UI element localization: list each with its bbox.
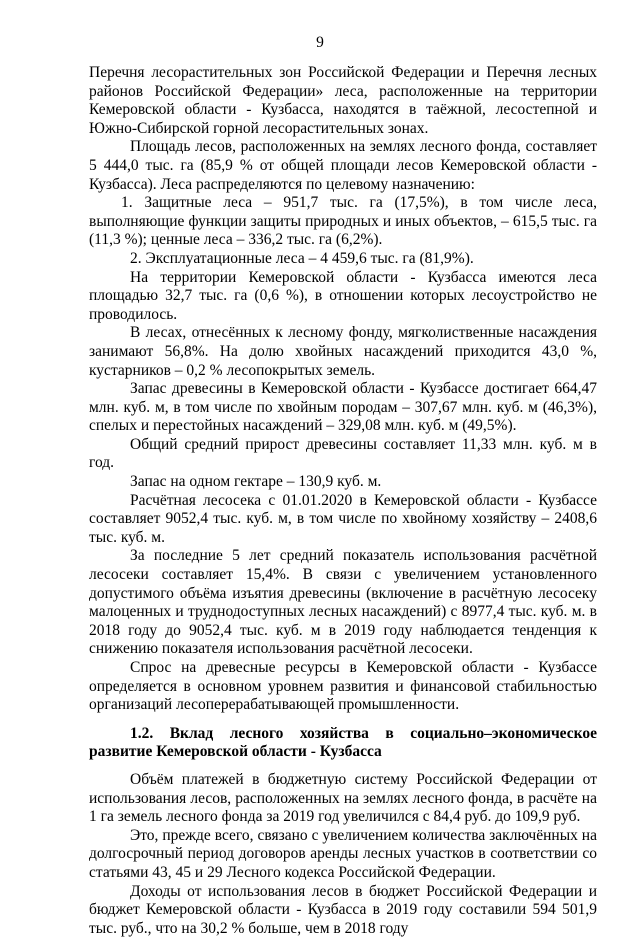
paragraph: Запас на одном гектаре – 130,9 куб. м. bbox=[130, 473, 382, 491]
paragraph: Это, прежде всего, связано с увеличением количества заключённых на долгосрочный период договоров аренды лесных участков в соответствии со статьями 43, 45 и 29 Лесного кодекса Российской Федерации. bbox=[89, 826, 597, 881]
list-item: 1. Защитные леса – 951,7 тыс. га (17,5%), в том числе леса, выполняющие функции защиты природных и иных объектов, – 615,5 тыс. га (11,3 %); ценные леса – 336,2 тыс. га (6,2%). bbox=[89, 194, 597, 249]
list-item: 2. Эксплуатационные леса – 4 459,6 тыс. га (81,9%). bbox=[130, 249, 474, 267]
section-heading: 1.2. Вклад лесного хозяйства в социально–экономическое развитие Кемеровской области - Кузбасса bbox=[89, 724, 597, 761]
paragraph: Общий средний прирост древесины составляет 11,33 млн. куб. м в год. bbox=[89, 435, 597, 472]
paragraph: На территории Кемеровской области - Кузбасса имеются леса площадью 32,7 тыс. га (0,6 %), в отношении которых лесоустройство не проводилось. bbox=[89, 268, 597, 323]
paragraph: В лесах, отнесённых к лесному фонду, мягколиственные насаждения занимают 56,8%. На долю хвойных насаждений приходится 43,0 %, кустарников – 0,2 % лесопокрытых земель. bbox=[89, 324, 597, 379]
paragraph: За последние 5 лет средний показатель использования расчётной лесосеки составляет 15,4%. В связи с увеличением установленного допустимого объёма изъятия древесины (включение в расчётную лесосеку малоценных и труднодоступных лесных насаждений) с 8977,4 тыс. куб. м. в 2018 году до 9052,4 тыс. куб. м в 2019 году наблюдается тенденция к снижению показателя использования расчётной лесосеки. bbox=[89, 547, 597, 658]
paragraph: Спрос на древесные ресурсы в Кемеровской области - Кузбассе определяется в основном уровнем развития и финансовой стабильностью организаций лесоперерабатывающей промышленности. bbox=[89, 659, 597, 714]
paragraph: Доходы от использования лесов в бюджет Российской Федерации и бюджет Кемеровской области - Кузбасса в 2019 году составили 594 501,9 тыс. руб., что на 30,2 % больше, чем в 2018 году bbox=[89, 882, 597, 937]
paragraph: Запас древесины в Кемеровской области - Кузбассе достигает 664,47 млн. куб. м, в том числе по хвойным породам – 307,67 млн. куб. м (46,3%), спелых и перестойных насаждений – 329,08 млн. куб. м (49,5%). bbox=[89, 380, 597, 435]
document-body bbox=[89, 64, 597, 938]
paragraph: Площадь лесов, расположенных на землях лесного фонда, составляет 5 444,0 тыс. га (85,9 % от общей площади лесов Кемеровской области - Кузбасса). Леса распределяются по целевому назначению: bbox=[89, 138, 597, 193]
page-number: 9 bbox=[316, 34, 324, 51]
paragraph: Перечня лесорастительных зон Российской Федерации и Перечня лесных районов Российской Федерации» леса, расположенные на территории Кемеровской области - Кузбасса, находятся в таёжной, лесостепной и Южно-Сибирской горной лесорастительных зонах. bbox=[89, 64, 597, 137]
paragraph: Объём платежей в бюджетную систему Российской Федерации от использования лесов, расположенных на землях лесного фонда, в расчёте на 1 га земель лесного фонда за 2019 год увеличился с 84,4 руб. до 109,9 руб. bbox=[89, 770, 597, 826]
paragraph: Расчётная лесосека с 01.01.2020 в Кемеровской области - Кузбассе составляет 9052,4 тыс. куб. м, в том числе по хвойному хозяйству – 2408,6 тыс. куб. м. bbox=[89, 491, 597, 546]
